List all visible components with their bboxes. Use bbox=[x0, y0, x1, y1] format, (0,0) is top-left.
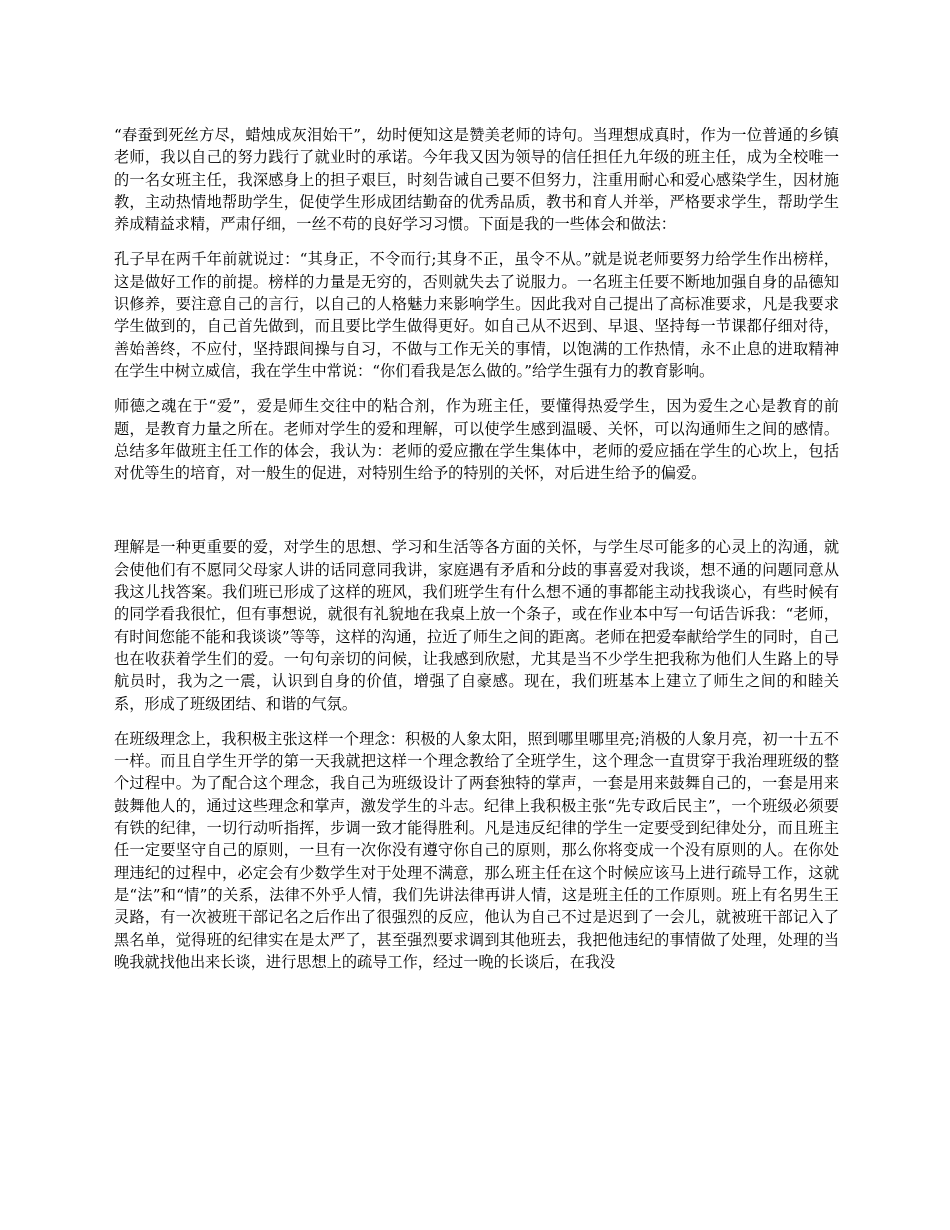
paragraph-1: “春蚕到死丝方尽，蜡烛成灰泪始干”，幼时便知这是赞美老师的诗句。当理想成真时，作为一位普通的乡镇老师，我以自己的努力践行了就业时的承诺。今年我又因为领导的信任担任九年级的班主任，成为全校唯一的一名女班主任，我深感身上的担子艰巨，时刻告诫自己要不但努力，注重用耐心和爱心感染学生，因材施教，主动热情地帮助学生，促使学生形成团结勤奋的优秀品质，教书和育人并举，严格要求学生，帮助学生养成精益求精，严肃仔细，一丝不苟的良好学习习惯。下面是我的一些体会和做法： bbox=[114, 126, 839, 234]
paragraph-2: 孔子早在两千年前就说过：“其身正，不令而行;其身不正，虽令不从。”就是说老师要努力给学生作出榜样，这是做好工作的前提。榜样的力量是无穷的，否则就失去了说服力。一名班主任要不断地加强自身的品德知识修养，要注意自己的言行，以自己的人格魅力来影响学生。因此我对自己提出了高标准要求，凡是我要求学生做到的，自己首先做到，而且要比学生做得更好。如自己从不迟到、早退、坚持每一节课都仔细对待，善始善终，不应付，坚持跟间操与自习，不做与工作无关的事情，以饱满的工作热情，永不止息的进取精神在学生中树立威信，我在学生中常说：“你们看我是怎么做的。”给学生强有力的教育影响。 bbox=[114, 250, 839, 380]
paragraph-4: 理解是一种更重要的爱，对学生的思想、学习和生活等各方面的关怀，与学生尽可能多的心灵上的沟通，就会使他们有不愿同父母家人讲的话同意同我讲，家庭遇有矛盾和分歧的事喜爱对我谈，想不通的问题同意从我这儿找答案。我们班已形成了这样的班风，我们班学生有什么想不通的事都能主动找我谈心，有些时候有的同学看我很忙，但有事想说，就很有礼貌地在我桌上放一个条子，或在作业本中写一句话告诉我：“老师，有时间您能不能和我谈谈”等等，这样的沟通，拉近了师生之间的距离。老师在把爱奉献给学生的同时，自己也在收获着学生们的爱。一句句亲切的问候，让我感到欣慰，尤其是当不少学生把我称为他们人生路上的导航员时，我为之一震，认识到自身的价值，增强了自豪感。现在，我们班基本上建立了师生之间的和睦关系，形成了班级团结、和谐的气氛。 bbox=[114, 538, 839, 713]
document-page bbox=[114, 124, 839, 973]
paragraph-5: 在班级理念上，我积极主张这样一个理念：积极的人象太阳，照到哪里哪里亮;消极的人象月亮，初一十五不一样。而且自学生开学的第一天我就把这样一个理念教给了全班学生，这个理念一直贯穿于我治理班级的整个过程中。为了配合这个理念，我自己为班级设计了两套独特的掌声，一套是用来鼓舞自己的，一套是用来鼓舞他人的，通过这些理念和掌声，激发学生的斗志。纪律上我积极主张“先专政后民主”，一个班级必须要有铁的纪律，一切行动听指挥，步调一致才能得胜利。凡是违反纪律的学生一定要受到纪律处分，而且班主任一定要坚守自己的原则，一旦有一次你没有遵守你自己的原则，那么你将变成一个没有原则的人。在你处理违纪的过程中，必定会有少数学生对于处理不满意，那么班主任在这个时候应该马上进行疏导工作，这就是“法”和“情”的关系，法律不外乎人情，我们先讲法律再讲人情，这是班主任的工作原则。班上有名男生王灵路，有一次被班干部记名之后作出了很强烈的反应，他认为自己不过是迟到了一会儿，就被班干部记入了黑名单，觉得班的纪律实在是太严了，甚至强烈要求调到其他班去，我把他违纪的事情做了处理，处理的当晚我就找他出来长谈，进行思想上的疏导工作，经过一晚的长谈后，在我没 bbox=[114, 729, 839, 971]
paragraph-3: 师德之魂在于“爱”，爱是师生交往中的粘合剂，作为班主任，要懂得热爱学生，因为爱生之心是教育的前题，是教育力量之所在。老师对学生的爱和理解，可以使学生感到温暖、关怀，可以沟通师生之间的感情。总结多年做班主任工作的体会，我认为：老师的爱应撒在学生集体中，老师的爱应插在学生的心坎上，包括对优等生的培育，对一般生的促进，对特别生给予的特别的关怀，对后进生给予的偏爱。 bbox=[114, 397, 839, 483]
